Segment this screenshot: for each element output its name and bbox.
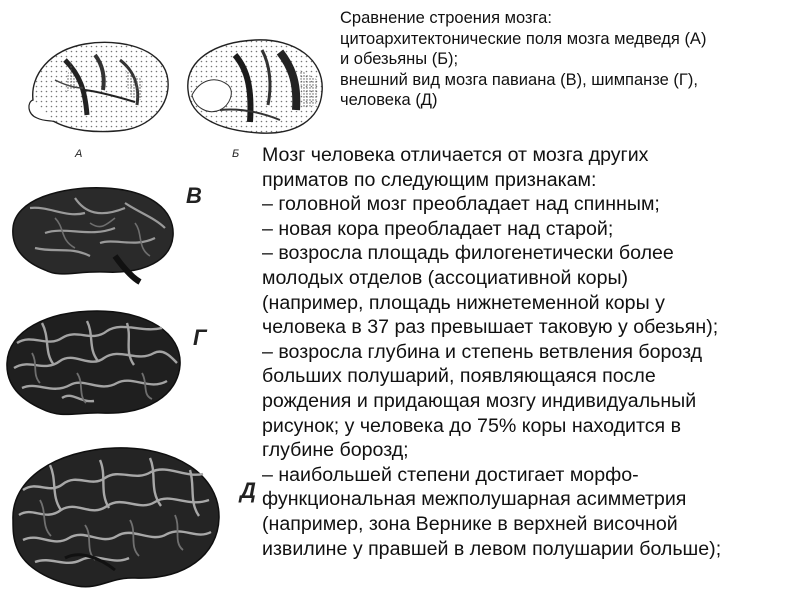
label-d: Д — [240, 478, 256, 503]
text-line: рождения и придающая мозгу индивидуальный — [262, 389, 697, 412]
text-line: молодых отделов (ассоциативной коры) — [262, 266, 629, 289]
text-line: (например, площадь нижнетеменной коры у — [262, 291, 665, 314]
label-g: Г — [193, 325, 207, 350]
baboon-brain-figure — [5, 178, 185, 286]
monkey-brain-fields-figure — [180, 30, 330, 145]
label-v: В — [186, 183, 202, 208]
text-line: – возросла площадь филогенетически более — [262, 242, 674, 265]
bear-brain-fields-figure — [25, 30, 175, 145]
label-b: Б — [232, 148, 240, 160]
text-line: глубине борозд; — [262, 439, 409, 462]
text-line: – новая кора преобладает над старой; — [262, 217, 614, 240]
text-line: человека в 37 раз превышает таковую у обезьян); — [262, 316, 719, 339]
text-line: функциональная межполушарная асимметрия — [262, 488, 687, 511]
text-line: извилине у правшей в левом полушарии больше); — [262, 537, 722, 560]
chimpanzee-brain-figure — [2, 303, 187, 423]
text-line: (например, зона Вернике в верхней височной — [262, 512, 678, 535]
caption-line: цитоархитектонические поля мозга медведя (А) — [340, 29, 707, 48]
main-text — [262, 143, 797, 561]
text-line: приматов по следующим признакам: — [262, 168, 597, 191]
caption-line: и обезьяны (Б); — [340, 50, 459, 68]
text-line: – возросла глубина и степень ветвления борозд — [262, 340, 703, 363]
label-a: А — [75, 148, 83, 160]
text-line: рисунок; у человека до 75% коры находится в — [262, 414, 681, 437]
figure-caption — [340, 8, 790, 111]
caption-line: человека (Д) — [340, 91, 438, 109]
caption-line: внешний вид мозга павиана (В), шимпанзе (Г), — [340, 70, 698, 89]
text-line: больших полушарий, появляющаяся после — [262, 365, 656, 388]
text-line: – наибольшей степени достигает морфо- — [262, 463, 639, 486]
caption-line: Сравнение строения мозга: — [340, 9, 552, 27]
text-line: Мозг человека отличается от мозга других — [262, 144, 649, 166]
text-line: – головной мозг преобладает над спинным; — [262, 193, 660, 216]
human-brain-figure — [5, 440, 230, 595]
